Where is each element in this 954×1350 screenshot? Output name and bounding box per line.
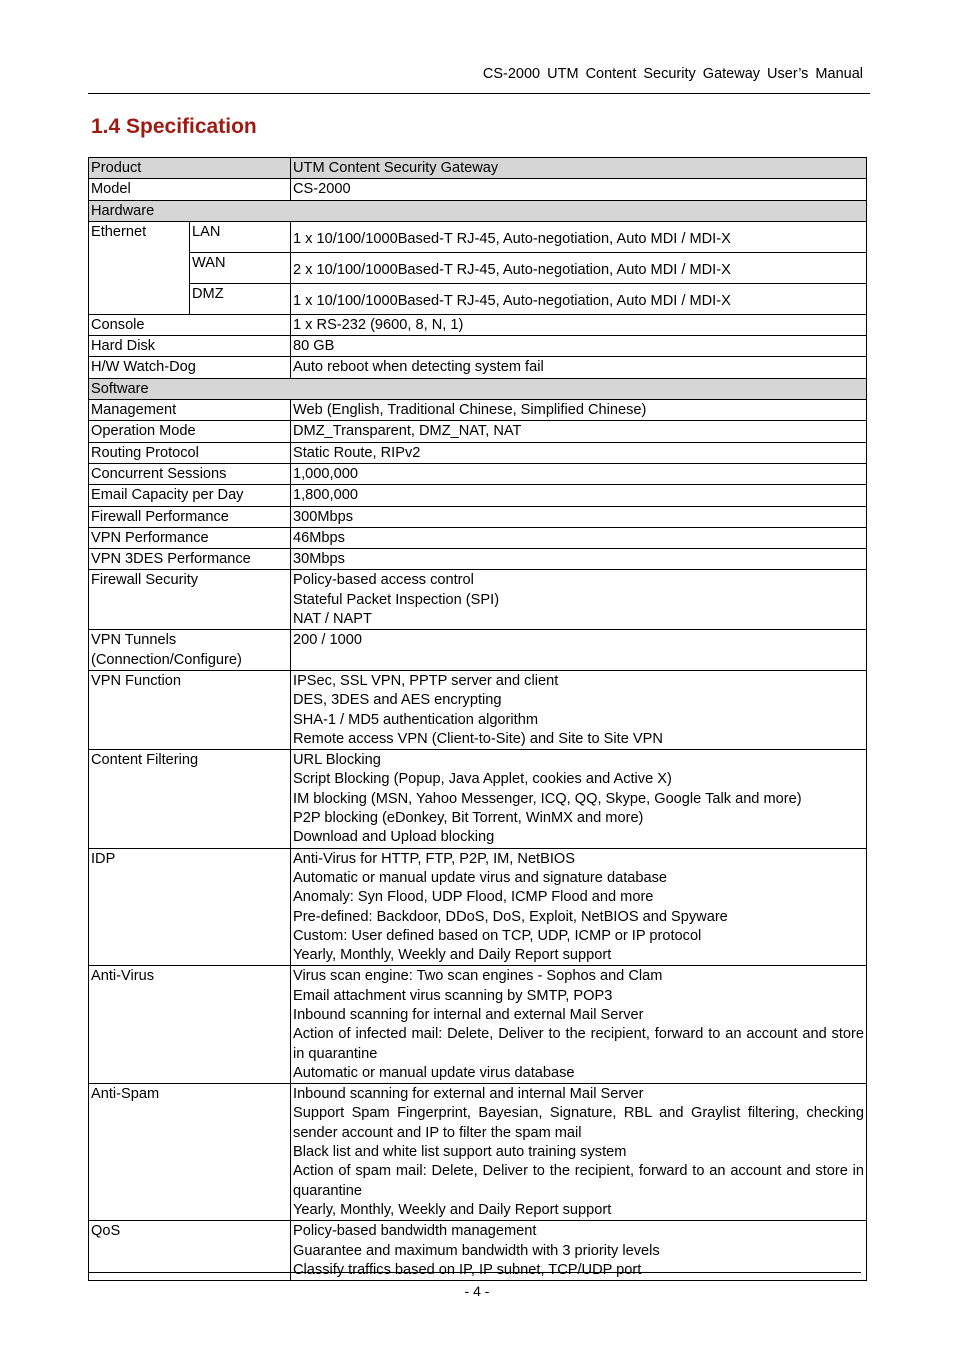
spec-value: 80 GB	[291, 336, 867, 357]
model-value: CS-2000	[291, 179, 867, 200]
footer-divider	[88, 1272, 861, 1273]
feature-value	[291, 570, 867, 630]
ethernet-port-name: DMZ	[190, 283, 291, 314]
table-row	[89, 527, 867, 548]
spec-value: DMZ_Transparent, DMZ_NAT, NAT	[291, 421, 867, 442]
spec-label: VPN Performance	[89, 527, 291, 548]
spec-value: Auto reboot when detecting system fail	[291, 357, 867, 378]
table-row	[89, 570, 867, 630]
feature-line: Anti-Virus for HTTP, FTP, P2P, IM, NetBIOS	[293, 850, 575, 867]
feature-label: VPN Tunnels (Connection/Configure)	[89, 630, 291, 671]
feature-line: IPSec, SSL VPN, PPTP server and client	[293, 672, 559, 689]
feature-line: Script Blocking (Popup, Java Applet, cookies and Active X)	[293, 771, 672, 788]
spec-value: 30Mbps	[291, 549, 867, 570]
feature-line: Stateful Packet Inspection (SPI)	[293, 591, 500, 608]
table-row	[89, 283, 867, 314]
ethernet-port-value: 1 x 10/100/1000Based-T RJ-45, Auto-negotiation, Auto MDI / MDI-X	[291, 221, 867, 252]
feature-line: Black list and white list support auto training system	[293, 1144, 627, 1161]
spec-value: 46Mbps	[291, 527, 867, 548]
table-row	[89, 252, 867, 283]
table-row	[89, 221, 867, 252]
spec-label: Routing Protocol	[89, 442, 291, 463]
table-row	[89, 966, 867, 1084]
product-label: Product	[89, 158, 291, 179]
feature-label: Firewall Security	[89, 570, 291, 630]
feature-line: Action of spam mail: Delete, Deliver to the recipient, forward to an account and store in quarantine	[293, 1163, 865, 1199]
feature-line: Remote access VPN (Client-to-Site) and Site to Site VPN	[293, 730, 663, 747]
feature-label: IDP	[89, 848, 291, 966]
table-row	[89, 442, 867, 463]
feature-label: QoS	[89, 1221, 291, 1281]
table-row	[89, 378, 867, 399]
feature-line: Inbound scanning for external and internal Mail Server	[293, 1086, 644, 1103]
table-row	[89, 848, 867, 966]
spec-value: Web (English, Traditional Chinese, Simplified Chinese)	[291, 400, 867, 421]
feature-line: Yearly, Monthly, Weekly and Daily Report support	[293, 947, 612, 964]
feature-line: Policy-based access control	[293, 572, 474, 589]
table-row	[89, 506, 867, 527]
feature-line: Inbound scanning for internal and external Mail Server	[293, 1006, 644, 1023]
feature-label: Content Filtering	[89, 750, 291, 848]
hardware-heading: Hardware	[89, 200, 867, 221]
feature-line: Support Spam Fingerprint, Bayesian, Signature, RBL and Graylist filtering, checking sender account and IP to filter the spam mail	[293, 1105, 865, 1141]
page-number: - 4 -	[464, 1283, 490, 1299]
table-row	[89, 421, 867, 442]
spec-label: Email Capacity per Day	[89, 485, 291, 506]
table-row	[89, 1084, 867, 1221]
spec-label: Hard Disk	[89, 336, 291, 357]
specification-table	[88, 157, 867, 1281]
table-row	[89, 158, 867, 179]
feature-line: Email attachment virus scanning by SMTP, POP3	[293, 987, 613, 1004]
manual-header: CS-2000 UTM Content Security Gateway User’s Manual	[482, 66, 863, 82]
spec-value: Static Route, RIPv2	[291, 442, 867, 463]
feature-value	[291, 848, 867, 966]
table-row	[89, 750, 867, 848]
feature-line: NAT / NAPT	[293, 611, 372, 628]
feature-value	[291, 670, 867, 749]
feature-line: Yearly, Monthly, Weekly and Daily Report support	[293, 1201, 612, 1218]
spec-label: Operation Mode	[89, 421, 291, 442]
feature-value	[291, 750, 867, 848]
ethernet-port-name: WAN	[190, 252, 291, 283]
feature-line: Virus scan engine: Two scan engines - Sophos and Clam	[293, 968, 663, 985]
feature-line: IM blocking (MSN, Yahoo Messenger, ICQ, QQ, Skype, Google Talk and more)	[293, 790, 802, 807]
feature-line: URL Blocking	[293, 752, 381, 769]
table-row	[89, 179, 867, 200]
feature-line: 200 / 1000	[293, 632, 362, 649]
feature-line: Automatic or manual update virus and signature database	[293, 869, 668, 886]
feature-label: VPN Function	[89, 670, 291, 749]
feature-value	[291, 1084, 867, 1221]
table-row	[89, 400, 867, 421]
ethernet-port-value: 2 x 10/100/1000Based-T RJ-45, Auto-negotiation, Auto MDI / MDI-X	[291, 252, 867, 283]
spec-label: Console	[89, 314, 291, 335]
table-row	[89, 670, 867, 749]
product-value: UTM Content Security Gateway	[291, 158, 867, 179]
feature-line: P2P blocking (eDonkey, Bit Torrent, WinMX and more)	[293, 810, 644, 827]
feature-value	[291, 630, 867, 671]
spec-label: Firewall Performance	[89, 506, 291, 527]
ethernet-label: Ethernet	[89, 221, 190, 314]
feature-line: Pre-defined: Backdoor, DDoS, DoS, Exploit, NetBIOS and Spyware	[293, 908, 728, 925]
table-row	[89, 200, 867, 221]
feature-line: Policy-based bandwidth management	[293, 1223, 537, 1240]
table-row	[89, 630, 867, 671]
feature-line: Download and Upload blocking	[293, 829, 495, 846]
feature-line: Classify traffics based on IP, IP subnet, TCP/UDP port	[293, 1261, 642, 1278]
spec-label: Management	[89, 400, 291, 421]
spec-label: Concurrent Sessions	[89, 463, 291, 484]
ethernet-port-name: LAN	[190, 221, 291, 252]
feature-value	[291, 966, 867, 1084]
feature-label: Anti-Virus	[89, 966, 291, 1084]
feature-line: Custom: User defined based on TCP, UDP, ICMP or IP protocol	[293, 927, 702, 944]
feature-label: Anti-Spam	[89, 1084, 291, 1221]
spec-label: VPN 3DES Performance	[89, 549, 291, 570]
table-row	[89, 485, 867, 506]
spec-label: H/W Watch-Dog	[89, 357, 291, 378]
model-label: Model	[89, 179, 291, 200]
table-row	[89, 549, 867, 570]
header-divider	[88, 93, 870, 94]
table-row	[89, 336, 867, 357]
table-row	[89, 357, 867, 378]
feature-line: Guarantee and maximum bandwidth with 3 priority levels	[293, 1242, 660, 1259]
feature-line: Automatic or manual update virus database	[293, 1064, 575, 1081]
spec-value: 1,000,000	[291, 463, 867, 484]
table-row	[89, 314, 867, 335]
feature-line: DES, 3DES and AES encrypting	[293, 692, 502, 709]
ethernet-port-value: 1 x 10/100/1000Based-T RJ-45, Auto-negotiation, Auto MDI / MDI-X	[291, 283, 867, 314]
feature-line: SHA-1 / MD5 authentication algorithm	[293, 711, 538, 728]
section-title: 1.4 Specification	[91, 115, 257, 138]
spec-value: 1,800,000	[291, 485, 867, 506]
specification-table-body	[89, 158, 867, 1281]
spec-value: 1 x RS-232 (9600, 8, N, 1)	[291, 314, 867, 335]
spec-value: 300Mbps	[291, 506, 867, 527]
table-row	[89, 463, 867, 484]
software-heading: Software	[89, 378, 867, 399]
feature-line: Anomaly: Syn Flood, UDP Flood, ICMP Flood and more	[293, 889, 654, 906]
feature-line: Action of infected mail: Delete, Deliver to the recipient, forward to an account and store in quarantine	[293, 1026, 865, 1062]
